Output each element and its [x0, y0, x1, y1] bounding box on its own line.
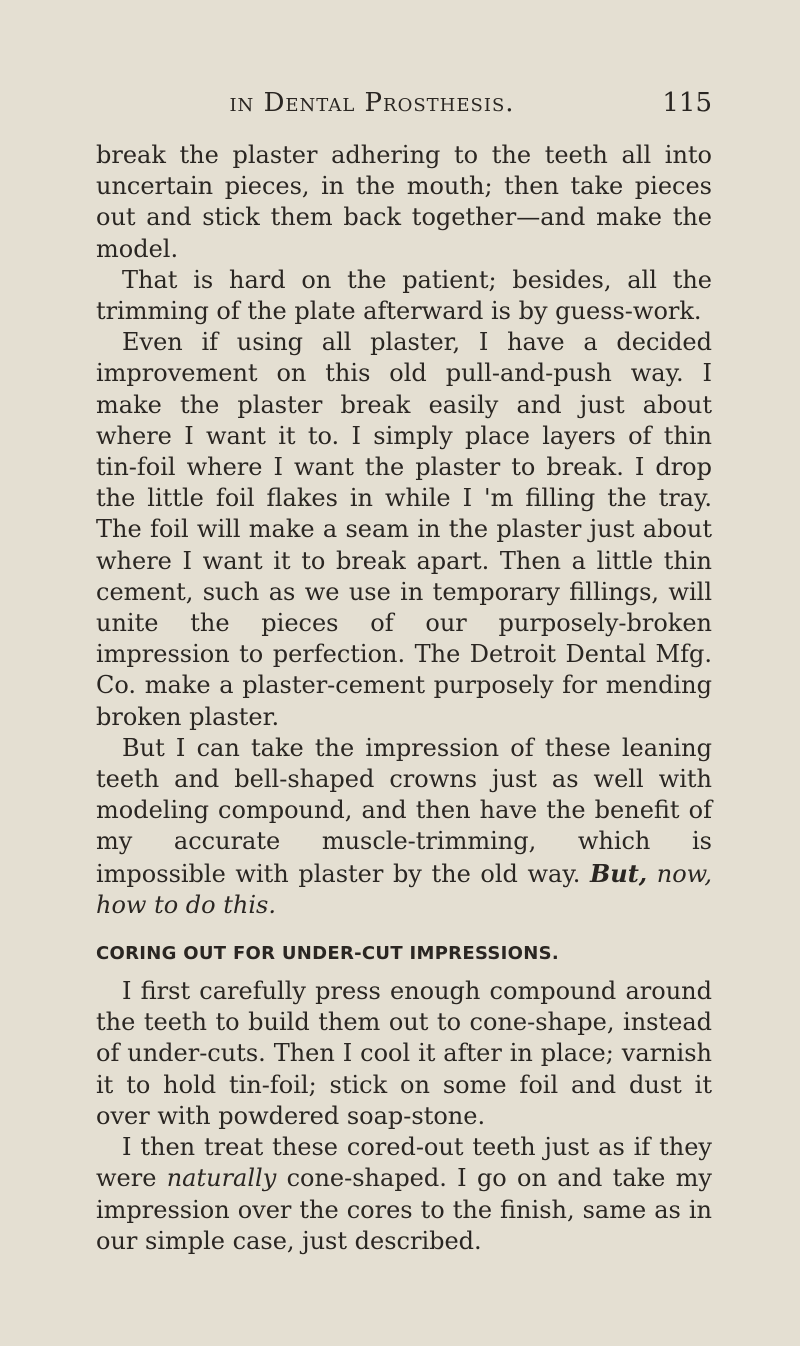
- running-title: in Dental Prosthesis.: [229, 88, 515, 118]
- paragraph-6-after: cone-shaped. I go on and take my impression over the cores to the finish, same as in our simple case, just described.: [96, 1164, 712, 1255]
- body-text: [96, 140, 712, 1257]
- paragraph-6: [96, 1132, 712, 1257]
- page-number: 115: [662, 88, 712, 118]
- paragraph-2: That is hard on the patient; besides, all the trimming of the plate afterward is by guess-work.: [96, 265, 712, 326]
- paragraph-4-emphasis-bold: But,: [589, 858, 648, 888]
- section-heading: CORING OUT FOR UNDER-CUT IMPRESSIONS.: [96, 943, 560, 965]
- paragraph-6-italic: naturally: [166, 1164, 277, 1193]
- paragraph-4-text: But I can take the impression of these leaning teeth and bell-shaped crowns just as well with modeling compound, and then have the benefit of my accurate muscle-trimming, which is impossible with plaster by the old way.: [96, 733, 712, 888]
- paragraph-4-emphasis-italic: now, how to do this.: [96, 859, 712, 919]
- paragraph-5: I first carefully press enough compound around the teeth to build them out to cone-shape, instead of under-cuts. Then I cool it after in place; varnish it to hold tin-foil; stick on some foil and dust it over with powdered soap-stone.: [96, 977, 712, 1130]
- paragraph-6-before: I then treat these cored-out teeth just as if they were: [96, 1133, 712, 1193]
- paragraph-4: [96, 733, 712, 921]
- running-head: [96, 88, 712, 118]
- paragraph-1: break the plaster adhering to the teeth all into uncertain pieces, in the mouth; then take pieces out and stick them back together—and make the model.: [96, 141, 712, 263]
- paragraph-3: Even if using all plaster, I have a decided improvement on this old pull-and-push way. I make the plaster break easily and just about where I want it to. I simply place layers of thin tin-foil where I want the plaster to break. I drop the little foil flakes in while I 'm filling the tray. The foil will make a seam in the plaster just about where I want it to break apart. Then a little thin cement, such as we use in temporary fillings, will unite the pieces of our purposely-broken impression to perfection. The Detroit Dental Mfg. Co. make a plaster-cement purposely for mending broken plaster.: [96, 328, 712, 731]
